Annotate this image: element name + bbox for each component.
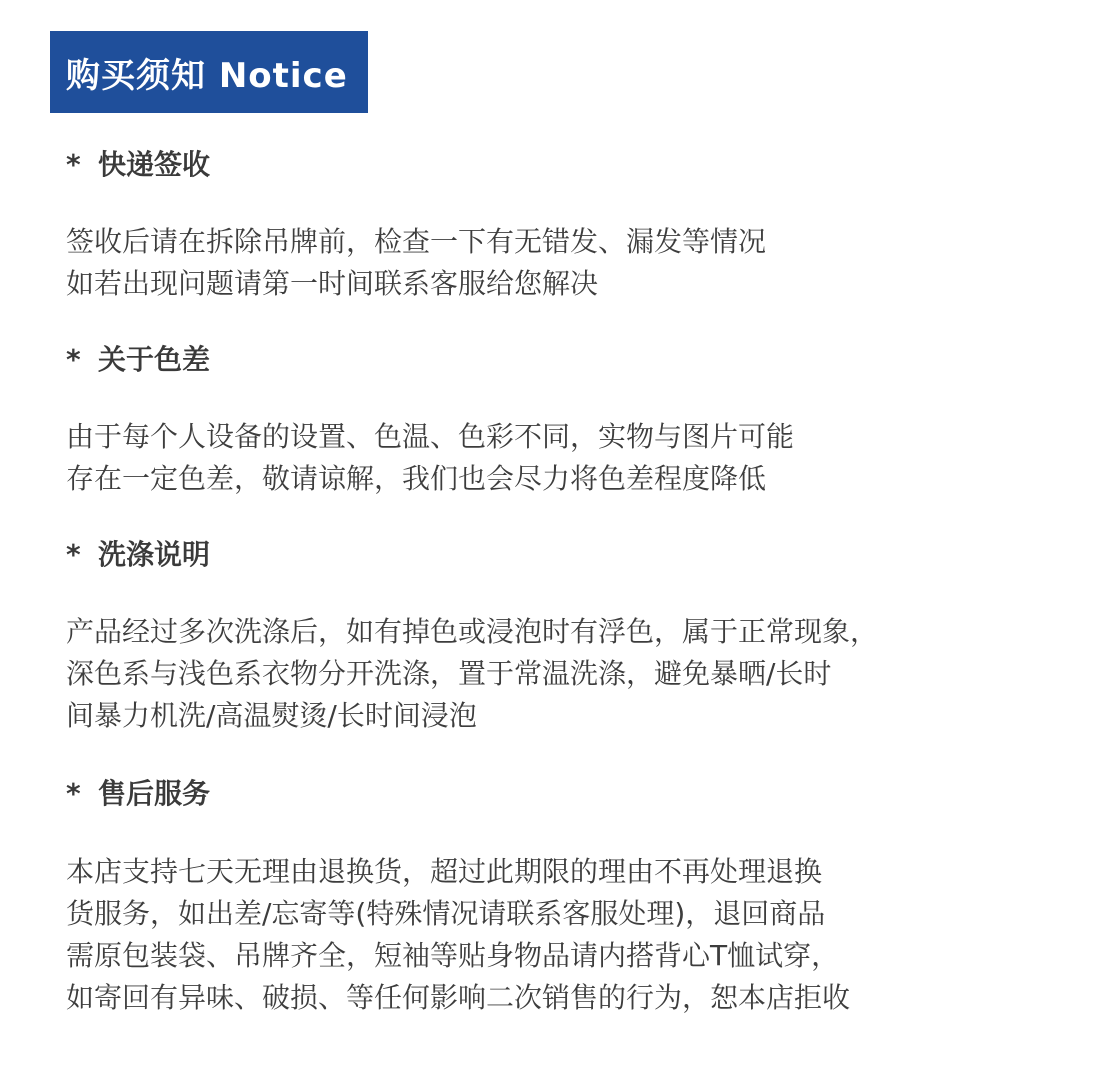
section-heading-washing [66, 539, 210, 571]
section-body-color-difference [66, 416, 794, 500]
section-title: 快递签收 [98, 148, 211, 181]
body-line: 本店支持七天无理由退换货，超过此期限的理由不再处理退换 [66, 855, 823, 888]
body-line: 深色系与浅色系衣物分开洗涤，置于常温洗涤，避免暴晒/长时 [66, 657, 832, 690]
section-heading-after-sales [66, 778, 210, 810]
body-line: 间暴力机洗/高温熨烫/长时间浸泡 [66, 699, 477, 732]
notice-banner [50, 31, 368, 113]
bullet-marker: * [66, 538, 81, 571]
bullet-marker: * [66, 343, 81, 376]
section-title: 洗涤说明 [98, 538, 211, 571]
section-heading-color-difference [66, 344, 210, 376]
body-line: 产品经过多次洗涤后，如有掉色或浸泡时有浮色，属于正常现象， [66, 615, 879, 648]
section-body-delivery [66, 221, 766, 305]
bullet-marker: * [66, 777, 81, 810]
bullet-marker: * [66, 148, 81, 181]
body-line: 签收后请在拆除吊牌前，检查一下有无错发、漏发等情况 [66, 225, 767, 258]
section-body-after-sales [66, 851, 850, 1019]
body-line: 需原包装袋、吊牌齐全，短袖等贴身物品请内搭背心T恤试穿， [66, 939, 840, 972]
body-line: 货服务，如出差/忘寄等(特殊情况请联系客服处理)，退回商品 [66, 897, 826, 930]
section-heading-delivery [66, 149, 210, 181]
body-line: 如寄回有异味、破损、等任何影响二次销售的行为，恕本店拒收 [66, 981, 851, 1014]
body-line: 由于每个人设备的设置、色温、色彩不同，实物与图片可能 [66, 420, 795, 453]
notice-title: 购买须知 Notice [66, 55, 348, 96]
section-title: 关于色差 [98, 343, 211, 376]
section-body-washing [66, 611, 878, 737]
body-line: 如若出现问题请第一时间联系客服给您解决 [66, 267, 599, 300]
body-line: 存在一定色差，敬请谅解，我们也会尽力将色差程度降低 [66, 462, 767, 495]
section-title: 售后服务 [98, 777, 211, 810]
